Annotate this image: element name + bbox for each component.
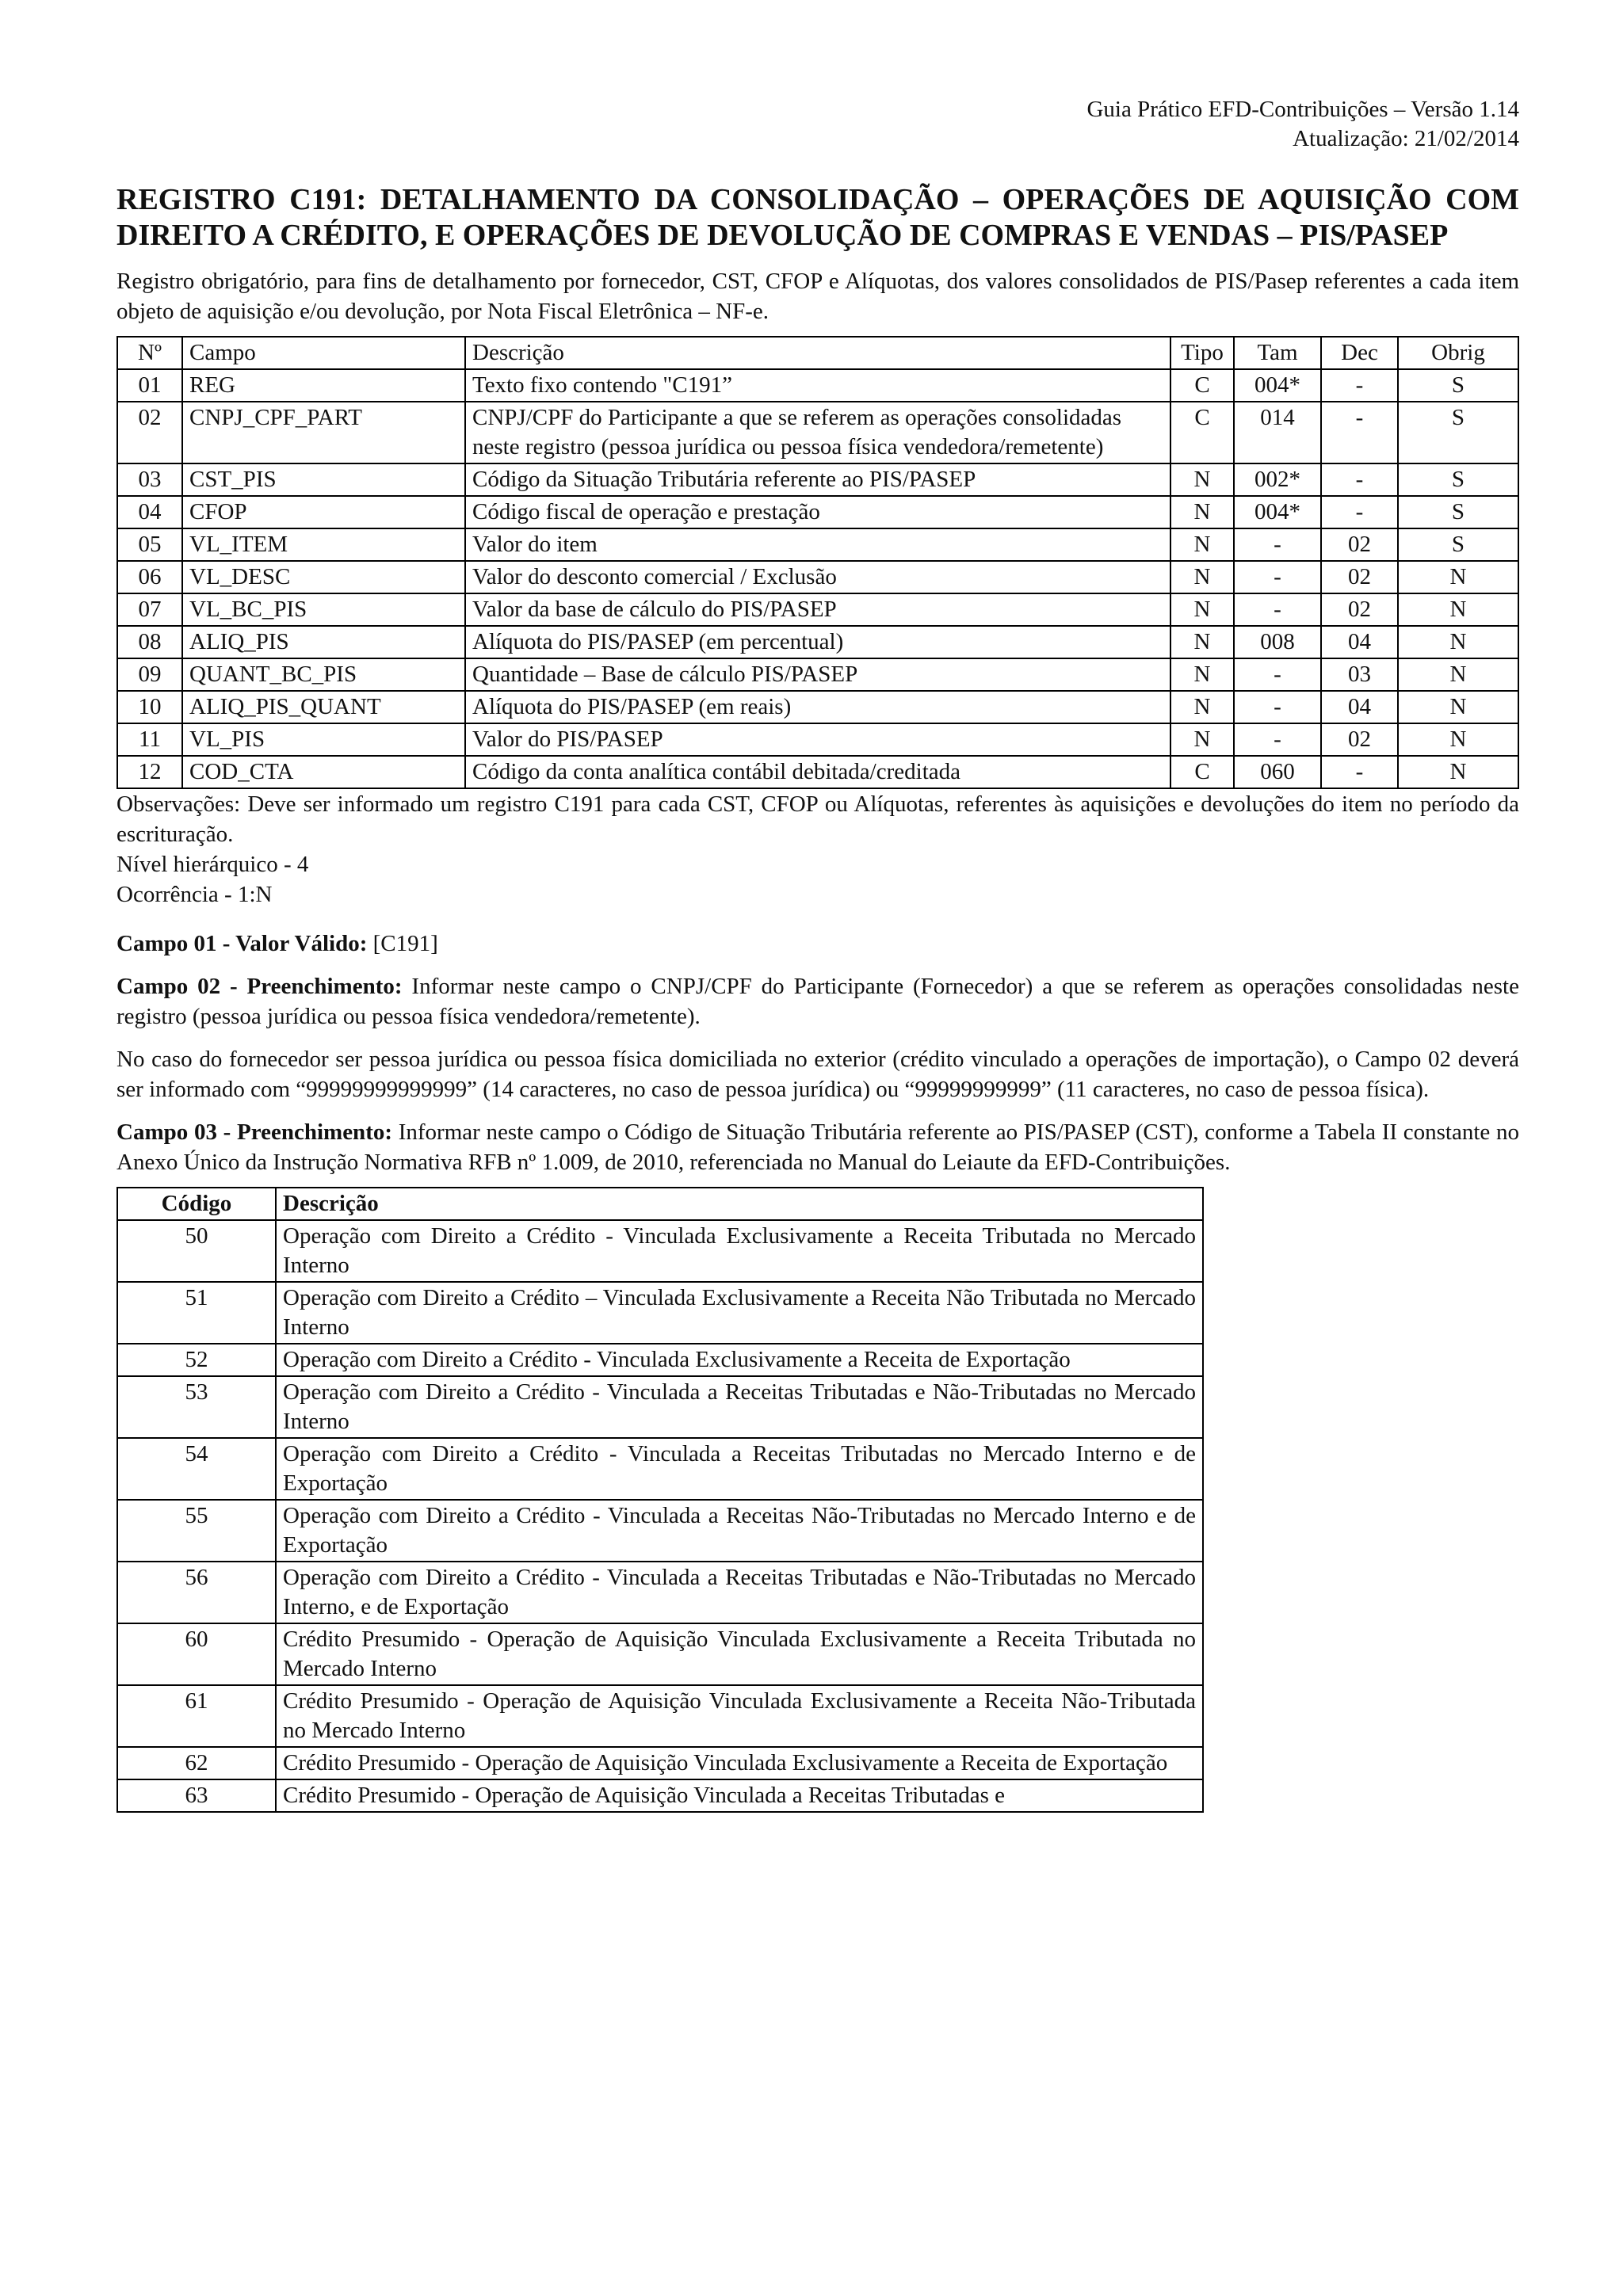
cell-tipo: C — [1170, 369, 1234, 402]
cell-obrig: S — [1398, 528, 1518, 561]
cell-num: 07 — [117, 593, 182, 626]
table-row — [117, 1623, 1203, 1685]
cell-num: 01 — [117, 369, 182, 402]
cell-codigo: 63 — [117, 1779, 276, 1812]
table-row — [117, 593, 1518, 626]
cell-dec: 04 — [1321, 626, 1398, 658]
cell-tipo: N — [1170, 723, 1234, 756]
cell-cst-descricao: Operação com Direito a Crédito - Vinculada Exclusivamente a Receita Tributada no Mercado Interno — [276, 1220, 1203, 1282]
cell-descricao: CNPJ/CPF do Participante a que se referem as operações consolidadas neste registro (pessoa jurídica ou pessoa física vendedora/remetente) — [465, 402, 1170, 463]
cell-campo: REG — [182, 369, 465, 402]
cell-campo: CNPJ_CPF_PART — [182, 402, 465, 463]
cell-tam: 004* — [1234, 496, 1321, 528]
table-row — [117, 658, 1518, 691]
cell-tam: - — [1234, 561, 1321, 593]
col-header-cst-descricao: Descrição — [276, 1188, 1203, 1220]
cell-tipo: N — [1170, 658, 1234, 691]
col-header-dec: Dec — [1321, 337, 1398, 369]
cell-campo: CST_PIS — [182, 463, 465, 496]
cell-tipo: N — [1170, 561, 1234, 593]
col-header-num: Nº — [117, 337, 182, 369]
cell-tam: 002* — [1234, 463, 1321, 496]
table-row — [117, 561, 1518, 593]
campo02-paragraph — [116, 971, 1519, 1032]
cell-campo: VL_DESC — [182, 561, 465, 593]
cell-descricao: Código da conta analítica contábil debitada/creditada — [465, 756, 1170, 788]
cell-dec: 02 — [1321, 561, 1398, 593]
cell-dec: - — [1321, 756, 1398, 788]
table-row — [117, 402, 1518, 463]
cell-codigo: 54 — [117, 1438, 276, 1500]
cell-tipo: N — [1170, 528, 1234, 561]
table-row — [117, 528, 1518, 561]
cell-campo: QUANT_BC_PIS — [182, 658, 465, 691]
register-intro: Registro obrigatório, para fins de detalhamento por fornecedor, CST, CFOP e Alíquotas, dos valores consolidados de PIS/Pasep referentes a cada item objeto de aquisição e/ou devolução, por Nota Fiscal Eletrônica – NF-e. — [116, 269, 1519, 324]
table-row — [117, 1779, 1203, 1812]
cell-obrig: S — [1398, 496, 1518, 528]
cell-campo: CFOP — [182, 496, 465, 528]
cell-num: 12 — [117, 756, 182, 788]
cell-tam: - — [1234, 723, 1321, 756]
cell-obrig: S — [1398, 369, 1518, 402]
table-row — [117, 496, 1518, 528]
cst-table-body — [117, 1220, 1203, 1812]
campo03-paragraph — [116, 1117, 1519, 1177]
cell-campo: ALIQ_PIS_QUANT — [182, 691, 465, 723]
cell-dec: 03 — [1321, 658, 1398, 691]
cell-num: 06 — [117, 561, 182, 593]
cell-tipo: C — [1170, 402, 1234, 463]
campo02-extra-paragraph: No caso do fornecedor ser pessoa jurídica ou pessoa física domiciliada no exterior (crédito vinculado a operações de importação), o Campo 02 deverá ser informado com “99999999999999” (14 caracteres, no caso de pessoa jurídica) ou “99999999999” (11 caracteres, no caso de pessoa física). — [116, 1047, 1519, 1102]
hierarchy-level: Nível hierárquico - 4 — [116, 852, 309, 877]
cell-cst-descricao: Operação com Direito a Crédito - Vinculada Exclusivamente a Receita de Exportação — [276, 1344, 1203, 1376]
cst-table-header — [117, 1188, 1203, 1220]
cell-num: 08 — [117, 626, 182, 658]
cell-obrig: N — [1398, 561, 1518, 593]
cell-obrig: N — [1398, 691, 1518, 723]
cell-cst-descricao: Operação com Direito a Crédito - Vinculada a Receitas Tributadas e Não-Tributadas no Mercado Interno, e de Exportação — [276, 1562, 1203, 1623]
fields-table-body — [117, 369, 1518, 788]
cell-obrig: S — [1398, 463, 1518, 496]
cell-descricao: Valor do item — [465, 528, 1170, 561]
campo01-label: Campo 01 - Valor Válido: — [116, 931, 368, 956]
cell-codigo: 52 — [117, 1344, 276, 1376]
cell-codigo: 53 — [117, 1376, 276, 1438]
cell-dec: - — [1321, 496, 1398, 528]
campo01-text: [C191] — [367, 931, 438, 956]
table-row — [117, 723, 1518, 756]
header-guide-version: Guia Prático EFD-Contribuições – Versão 1.14 — [1086, 97, 1519, 122]
campo02-label: Campo 02 - Preenchimento: — [116, 974, 403, 999]
col-header-descricao: Descrição — [465, 337, 1170, 369]
table-row — [117, 1747, 1203, 1779]
table-row — [117, 756, 1518, 788]
cell-descricao: Alíquota do PIS/PASEP (em reais) — [465, 691, 1170, 723]
cell-obrig: N — [1398, 756, 1518, 788]
cell-tam: 060 — [1234, 756, 1321, 788]
cell-num: 09 — [117, 658, 182, 691]
cell-tipo: N — [1170, 496, 1234, 528]
fields-table-header — [117, 337, 1518, 369]
cell-num: 11 — [117, 723, 182, 756]
col-header-tipo: Tipo — [1170, 337, 1234, 369]
cell-campo: VL_ITEM — [182, 528, 465, 561]
cell-cst-descricao: Operação com Direito a Crédito – Vinculada Exclusivamente a Receita Não Tributada no Mercado Interno — [276, 1282, 1203, 1344]
cell-dec: 04 — [1321, 691, 1398, 723]
cell-dec: 02 — [1321, 528, 1398, 561]
cell-tam: - — [1234, 528, 1321, 561]
cell-cst-descricao: Crédito Presumido - Operação de Aquisição Vinculada a Receitas Tributadas e — [276, 1779, 1203, 1812]
occurrence: Ocorrência - 1:N — [116, 882, 273, 907]
cell-campo: ALIQ_PIS — [182, 626, 465, 658]
table-row — [117, 626, 1518, 658]
cell-dec: - — [1321, 369, 1398, 402]
cell-dec: 02 — [1321, 723, 1398, 756]
cell-descricao: Quantidade – Base de cálculo PIS/PASEP — [465, 658, 1170, 691]
col-header-obrig: Obrig — [1398, 337, 1518, 369]
cell-obrig: N — [1398, 626, 1518, 658]
cell-descricao: Código fiscal de operação e prestação — [465, 496, 1170, 528]
cell-dec: 02 — [1321, 593, 1398, 626]
cell-num: 02 — [117, 402, 182, 463]
cell-tipo: N — [1170, 463, 1234, 496]
header-update-date: Atualização: 21/02/2014 — [1293, 126, 1519, 151]
table-row — [117, 1220, 1203, 1282]
fields-table — [116, 336, 1519, 789]
campo03-text: Informar neste campo o Código de Situação Tributária referente ao PIS/PASEP (CST), conforme a Tabela II constante no Anexo Único da Instrução Normativa RFB nº 1.009, de 2010, referenciada no Manual do Leiaute da EFD-Contribuições. — [116, 1119, 1519, 1175]
table-row — [117, 1562, 1203, 1623]
cell-codigo: 61 — [117, 1685, 276, 1747]
campo03-label: Campo 03 - Preenchimento: — [116, 1119, 393, 1145]
cell-cst-descricao: Operação com Direito a Crédito - Vinculada a Receitas Não-Tributadas no Mercado Interno e de Exportação — [276, 1500, 1203, 1562]
cell-dec: - — [1321, 463, 1398, 496]
cell-cst-descricao: Crédito Presumido - Operação de Aquisição Vinculada Exclusivamente a Receita Tributada no Mercado Interno — [276, 1623, 1203, 1685]
cell-tipo: N — [1170, 626, 1234, 658]
cell-tam: - — [1234, 593, 1321, 626]
page-header — [116, 95, 1519, 154]
cell-tipo: C — [1170, 756, 1234, 788]
cell-campo: COD_CTA — [182, 756, 465, 788]
cell-dec: - — [1321, 402, 1398, 463]
table-row — [117, 1438, 1203, 1500]
cell-codigo: 50 — [117, 1220, 276, 1282]
cell-tipo: N — [1170, 593, 1234, 626]
cell-obrig: S — [1398, 402, 1518, 463]
cell-tam: 014 — [1234, 402, 1321, 463]
cell-tipo: N — [1170, 691, 1234, 723]
cell-descricao: Valor do PIS/PASEP — [465, 723, 1170, 756]
cst-table — [116, 1187, 1204, 1813]
cell-num: 04 — [117, 496, 182, 528]
col-header-tam: Tam — [1234, 337, 1321, 369]
cell-campo: VL_BC_PIS — [182, 593, 465, 626]
cell-cst-descricao: Crédito Presumido - Operação de Aquisição Vinculada Exclusivamente a Receita Não-Tributada no Mercado Interno — [276, 1685, 1203, 1747]
cell-codigo: 55 — [117, 1500, 276, 1562]
campo02-text: Informar neste campo o CNPJ/CPF do Participante (Fornecedor) a que se referem as operações consolidadas neste registro (pessoa jurídica ou pessoa física vendedora/remetente). — [116, 974, 1519, 1029]
col-header-campo: Campo — [182, 337, 465, 369]
table-row — [117, 1344, 1203, 1376]
col-header-codigo: Código — [117, 1188, 276, 1220]
cell-descricao: Valor da base de cálculo do PIS/PASEP — [465, 593, 1170, 626]
campo01-paragraph — [116, 929, 1519, 959]
table-row — [117, 369, 1518, 402]
cell-obrig: N — [1398, 593, 1518, 626]
cell-descricao: Valor do desconto comercial / Exclusão — [465, 561, 1170, 593]
cell-obrig: N — [1398, 658, 1518, 691]
table-row — [117, 1685, 1203, 1747]
cell-obrig: N — [1398, 723, 1518, 756]
cell-num: 10 — [117, 691, 182, 723]
cell-descricao: Texto fixo contendo "C191” — [465, 369, 1170, 402]
cell-cst-descricao: Operação com Direito a Crédito - Vinculada a Receitas Tributadas e Não-Tributadas no Mercado Interno — [276, 1376, 1203, 1438]
cell-tam: - — [1234, 691, 1321, 723]
cell-descricao: Código da Situação Tributária referente ao PIS/PASEP — [465, 463, 1170, 496]
cell-cst-descricao: Operação com Direito a Crédito - Vinculada a Receitas Tributadas no Mercado Interno e de Exportação — [276, 1438, 1203, 1500]
cell-codigo: 60 — [117, 1623, 276, 1685]
cell-num: 05 — [117, 528, 182, 561]
table-row — [117, 1376, 1203, 1438]
cell-campo: VL_PIS — [182, 723, 465, 756]
table-row — [117, 463, 1518, 496]
cell-tam: 004* — [1234, 369, 1321, 402]
cell-tam: - — [1234, 658, 1321, 691]
table-row — [117, 1282, 1203, 1344]
table-row — [117, 691, 1518, 723]
table-row — [117, 1500, 1203, 1562]
cell-tam: 008 — [1234, 626, 1321, 658]
cell-codigo: 62 — [117, 1747, 276, 1779]
document-page — [116, 95, 1519, 1813]
cell-num: 03 — [117, 463, 182, 496]
observations: Observações: Deve ser informado um registro C191 para cada CST, CFOP ou Alíquotas, referentes às aquisições e devoluções do item no período da escrituração. — [116, 791, 1519, 847]
cell-codigo: 56 — [117, 1562, 276, 1623]
cell-cst-descricao: Crédito Presumido - Operação de Aquisição Vinculada Exclusivamente a Receita de Exportação — [276, 1747, 1203, 1779]
cell-codigo: 51 — [117, 1282, 276, 1344]
cell-descricao: Alíquota do PIS/PASEP (em percentual) — [465, 626, 1170, 658]
register-title: REGISTRO C191: DETALHAMENTO DA CONSOLIDAÇÃO – OPERAÇÕES DE AQUISIÇÃO COM DIREITO A CRÉDITO, E OPERAÇÕES DE DEVOLUÇÃO DE COMPRAS E VENDAS – PIS/PASEP — [116, 183, 1519, 252]
